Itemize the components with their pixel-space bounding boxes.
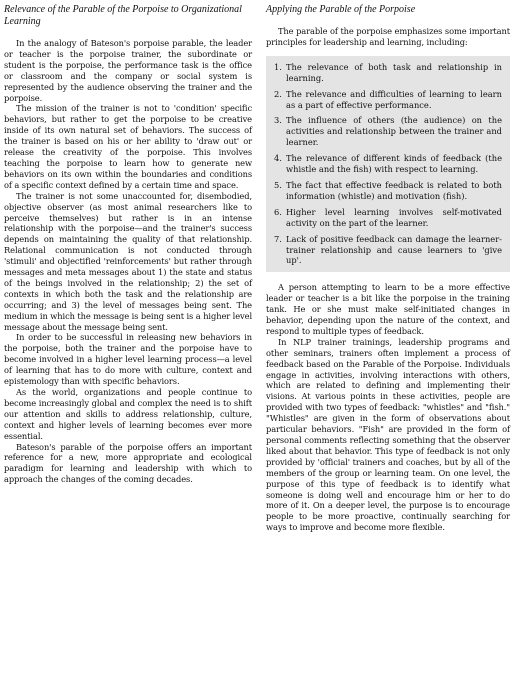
principle-text: The influence of others (the audience) on the activities and relationship between the trainer and learner.	[286, 115, 502, 148]
principle-item	[274, 153, 502, 175]
principle-number: 6.	[274, 206, 282, 217]
principle-number: 5.	[274, 179, 282, 190]
principle-number: 7.	[274, 233, 282, 244]
section-heading-applying: Applying the Parable of the Porpoise	[266, 4, 416, 15]
paragraph: The parable of the porpoise emphasizes some important principles for leadership and learning, including:	[266, 26, 510, 47]
principle-number: 1.	[274, 61, 282, 72]
paragraph: The trainer is not some unaccounted for, disembodied, objective observer (as most animal researchers like to perceive themselves) but rather is in an intense relationship with the porpoise—and the trainer's success depends on maintaining the quality of that relationship. Relational communication is not conducted through 'stimuli' and objectified 'reinforcements' but rather through messages and meta messages about 1) the state and status of the beings involved in the relationship; 2) the set of contexts in which both the task and the relationship are occurring; and 3) the level of messages being sent. The medium in which the message is being sent is a higher level message about the message being sent.	[4, 190, 252, 332]
principle-item	[274, 115, 502, 148]
paragraph: In the analogy of Bateson's porpoise parable, the leader or teacher is the porpoise trainer, the subordinate or student is the porpoise, the performance task is the office or classroom and the company or social system is represented by the audience observing the trainer and the porpoise.	[4, 38, 252, 103]
principle-number: 3.	[274, 115, 282, 126]
paragraph: As the world, organizations and people continue to become increasingly global and complex the need is to shift our attention and skills to address relationship, culture, context and higher levels of learning becomes ever more essential.	[4, 387, 252, 441]
principle-text: The relevance of both task and relationship in learning.	[286, 61, 502, 83]
principles-box	[266, 56, 510, 273]
principle-item	[274, 207, 502, 229]
paragraph: In NLP trainer trainings, leadership programs and other seminars, trainers often implement a process of feedback based on the Parable of the Porpoise. Individuals engage in activities, involving interactions with others, which are related to defining and implementing their visions. At various points in these activities, people are provided with two types of feedback: "whistles" and "fish." "Whistles" are given in the form of observations about particular behaviors. "Fish" are provided in the form of personal comments reflecting something that the observer liked about that behavior. This type of feedback is not only provided by 'official' trainers and coaches, but by all of the members of the group or learning team. On one level, the purpose of this type of feedback is to identify what someone is doing well and encourage him or her to do more of it. On a deeper level, the purpose is to encourage people to be more proactive, continually searching for ways to improve and become more flexible.	[266, 336, 510, 533]
principle-item	[274, 62, 502, 84]
paragraph: In order to be successful in releasing new behaviors in the porpoise, both the trainer and the porpoise have to become involved in a higher level learning process—a level of learning that has to do more with culture, context and epistemology than with specific behaviors.	[4, 332, 252, 387]
section-heading-relevance: Relevance of the Parable of the Porpoise to Organizational Learning	[4, 4, 242, 27]
paragraph: Bateson's parable of the porpoise offers an important reference for a new, more appropriate and ecological paradigm for learning and leadership with which to approach the changes of the coming decades.	[4, 441, 252, 485]
principle-text: The relevance and difficulties of learning to learn as a part of effective performance.	[286, 88, 502, 110]
intro-paragraph	[266, 26, 510, 48]
principle-text: Lack of positive feedback can damage the learner-trainer relationship and cause learners to 'give up'.	[286, 233, 502, 266]
principle-number: 2.	[274, 88, 282, 99]
principle-text: Higher level learning involves self-motivated activity on the part of the learner.	[286, 206, 502, 228]
right-body	[266, 282, 510, 533]
paragraph: The mission of the trainer is not to 'condition' specific behaviors, but rather to get the porpoise to be creative inside of its own natural set of behaviors. The success of the trainer is based on his or her ability to 'draw out' or release the creativity of the porpoise. This involves teaching the porpoise to learn how to generate new behaviors on its own within the boundaries and conditions of a specific context defined by a certain time and space.	[4, 103, 252, 190]
paragraph: A person attempting to learn to be a more effective leader or teacher is a bit like the porpoise in the training tank. He or she must make self-initiated changes in behavior, depending upon the nature of the context, and respond to multiple types of feedback.	[266, 282, 510, 336]
principle-text: The relevance of different kinds of feedback (the whistle and the fish) with respect to learning.	[286, 153, 502, 175]
left-body	[4, 38, 252, 485]
right-column	[266, 4, 510, 533]
principle-text: The fact that effective feedback is related to both information (whistle) and motivation (fish).	[286, 179, 502, 201]
principle-number: 4.	[274, 153, 282, 164]
left-column	[4, 4, 252, 485]
principle-item	[274, 234, 502, 267]
principle-item	[274, 89, 502, 111]
principle-item	[274, 180, 502, 202]
